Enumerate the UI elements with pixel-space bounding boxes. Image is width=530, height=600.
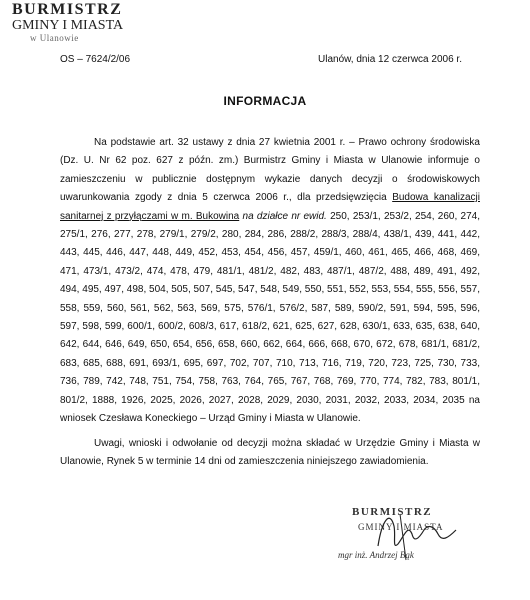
stamp-title: BURMISTRZ: [12, 1, 123, 18]
document-body: [60, 134, 480, 471]
signature-title: BURMISTRZ: [352, 506, 433, 518]
document-title: INFORMACJA: [223, 94, 307, 108]
paragraph-main: [60, 134, 480, 429]
signature-subtitle: GMINY I MIASTA: [358, 522, 444, 532]
project-name: Budowa kanalizacji sanitarnej z przyłączami w m. Bukowina: [60, 192, 480, 222]
stamp-location: w Ulanowie: [30, 33, 79, 43]
reference-number: OS – 7624/2/06: [60, 54, 131, 65]
paragraph-main-text: Na podstawie art. 32 ustawy z dnia 27 kwietnia 2001 r. – Prawo ochrony środowiska (Dz. U. Nr 62 poz. 627 z późn. zm.) Burmistrz Gminy i Miasta w Ulanowie informuje o zamieszczeniu w publicznie dostępnym wykazie danych decyzji o środowiskowych uwarunkowania zgody z dnia 5 czerwca 2006 r., dla przedsięwzięcia: [60, 137, 480, 204]
place-date: Ulanów, dnia 12 czerwca 2006 r.: [318, 54, 462, 65]
parcel-intro: na działce nr ewid.: [239, 210, 327, 222]
header-stamp: [12, 2, 123, 43]
paragraph-remarks: Uwagi, wnioski i odwołanie od decyzji można składać w Urzędzie Gminy i Miasta w Ulanowie, Rynek 5 w terminie 14 dni od zamieszczenia niniejszego zawiadomienia.: [60, 437, 480, 467]
handwritten-signature: [338, 500, 488, 574]
signature-stamp: [338, 500, 488, 574]
stamp-subtitle: GMINY I MIASTA: [12, 18, 124, 33]
signature-name: mgr inż. Andrzej Bąk: [338, 550, 414, 560]
parcel-list: 250, 253/1, 253/2, 254, 260, 274, 275/1, 276, 277, 278, 279/1, 279/2, 280, 284, 286, 288/2, 288/3, 288/4, 438/1, 439, 441, 442, 443, 445, 446, 447, 448, 449, 452, 453, 454, 456, 457, 459/1, 460, 461, 465, 466, 468, 469, 471, 473/1, 473/2, 474, 478, 479, 481/1, 481/2, 482, 483, 487/1, 487/2, 488, 489, 491, 492, 494, 495, 497, 498, 504, 505, 507, 545, 547, 548, 549, 550, 551, 552, 553, 554, 555, 556, 557, 558, 559, 560, 561, 562, 563, 569, 575, 576/1, 576/2, 587, 589, 590/2, 591, 594, 595, 596, 597, 598, 599, 600/1, 600/2, 608/3, 617, 618/2, 621, 625, 627, 628, 630/1, 633, 635, 638, 640, 642, 644, 646, 649, 650, 654, 656, 658, 660, 662, 664, 666, 668, 670, 672, 678, 681/1, 681/2, 683, 685, 688, 691, 693/1, 695, 697, 702, 707, 710, 713, 716, 719, 720, 723, 725, 730, 733, 736, 789, 742, 748, 751, 754, 758, 763, 764, 765, 767, 768, 769, 770, 774, 782, 783, 801/1, 801/2, 1888, 1926, 2025, 2026, 2027, 2028, 2029, 2030, 2031, 2032, 2033, 2034, 2035 na wniosek Czesława Koneckiego – Urząd Gminy i Miasta w Ulanowie.: [60, 210, 480, 425]
